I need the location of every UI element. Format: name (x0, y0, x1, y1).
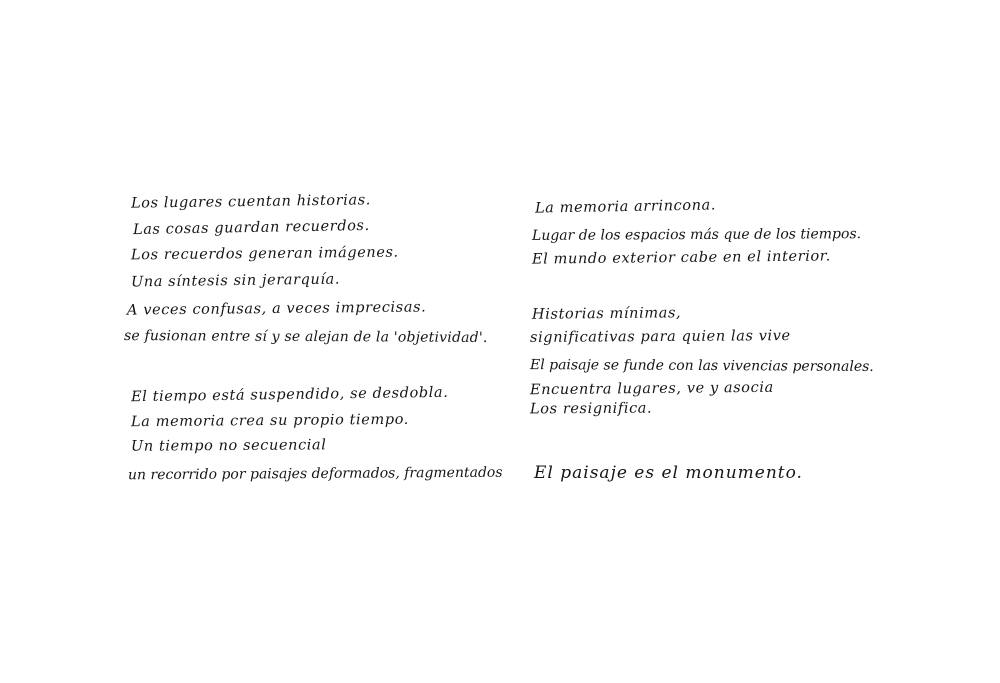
poem-line: Los lugares cuentan historias. (130, 192, 372, 212)
poem-line: Los resignifica. (529, 400, 653, 418)
poem-line: La memoria arrincona. (534, 197, 717, 217)
poem-line: un recorrido por paisajes deformados, fragmentados (127, 464, 503, 484)
poem-line: Historias mínimas, (531, 305, 682, 323)
poem-line: El tiempo está suspendido, se desdobla. (130, 384, 449, 406)
poem-line: La memoria crea su propio tiempo. (130, 411, 410, 431)
poem-line: Un tiempo no secuencial (130, 437, 327, 455)
closing-line: El paisaje es el monumento. (534, 463, 803, 483)
poem-line: Las cosas guardan recuerdos. (132, 217, 370, 239)
poem-line: significativas para quien las vive (529, 328, 791, 346)
poem-line: Lugar de los espacios más que de los tiempos. (531, 226, 862, 244)
poem-line: Los recuerdos generan imágenes. (130, 244, 399, 264)
poem-line: A veces confusas, a veces imprecisas. (126, 299, 427, 319)
poem-line: Una síntesis sin jerarquía. (130, 271, 341, 291)
poem-line: El mundo exterior cabe en el interior. (531, 248, 831, 268)
poem-line: Encuentra lugares, ve y asocia (529, 379, 774, 399)
poem-line: El paisaje se funde con las vivencias personales. (529, 357, 874, 375)
poem-line: se fusionan entre sí y se alejan de la 'objetividad'. (123, 328, 488, 346)
